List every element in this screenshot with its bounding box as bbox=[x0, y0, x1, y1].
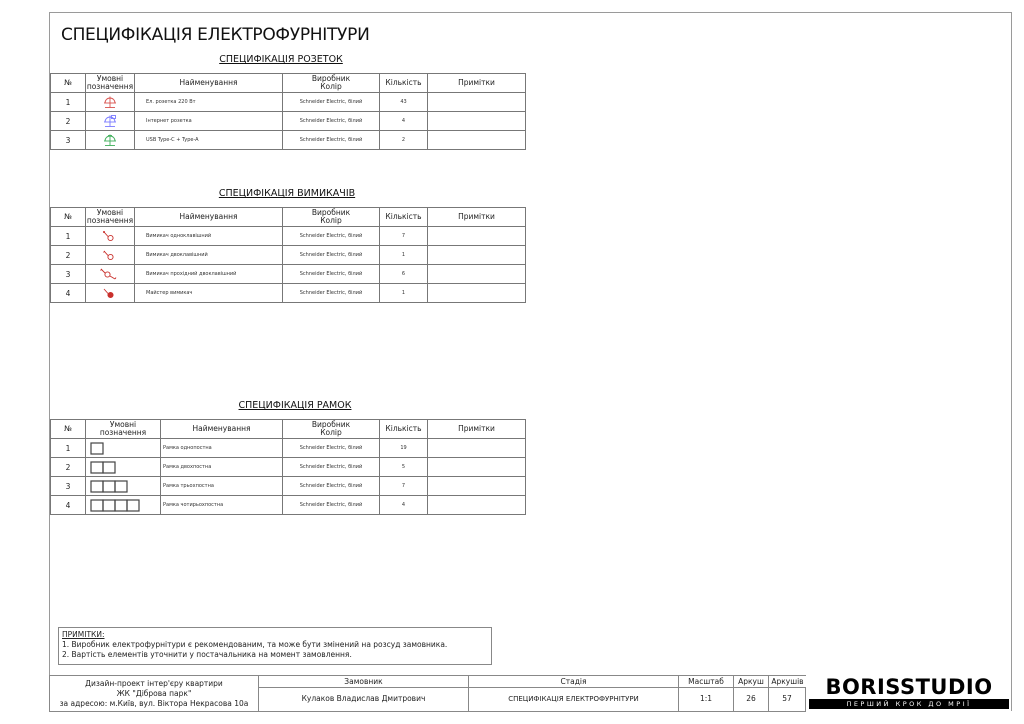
table-header-row bbox=[51, 420, 526, 439]
col-num: № bbox=[51, 74, 86, 93]
table-row: 4 Майстер вимикач Schneider Electric, білий 1 bbox=[51, 284, 526, 303]
sockets-section-title: СПЕЦИФІКАЦІЯ РОЗЕТОК bbox=[219, 54, 343, 65]
col-maker: Виробник Колір bbox=[283, 208, 380, 227]
note-item: 2. Вартість елементів уточнити у постачальника на момент замовлення. bbox=[62, 650, 352, 659]
table-row: 2 Рамка двохпостна Schneider Electric, білий 5 bbox=[51, 458, 526, 477]
stage-value: СПЕЦИФІКАЦІЯ ЕЛЕКТРОФУРНІТУРИ bbox=[468, 688, 678, 712]
logo-name: BORISSTUDIO bbox=[825, 675, 993, 699]
master-switch-icon bbox=[102, 287, 118, 299]
client-value: Кулаков Владислав Дмитрович bbox=[258, 688, 468, 712]
notes-title: ПРИМІТКИ: bbox=[62, 630, 105, 639]
power-socket-icon bbox=[102, 96, 118, 108]
table-header-row bbox=[51, 208, 526, 227]
col-name: Найменування bbox=[135, 208, 283, 227]
frame-1-gang-icon bbox=[90, 442, 104, 455]
pass-through-switch-icon bbox=[99, 267, 121, 281]
sheet-value: 26 bbox=[733, 688, 768, 712]
page-title: СПЕЦИФІКАЦІЯ ЕЛЕКТРОФУРНІТУРИ bbox=[61, 25, 370, 45]
stage-label: Стадія bbox=[468, 676, 678, 688]
col-notes: Примітки bbox=[428, 74, 526, 93]
notes-box bbox=[58, 627, 492, 665]
usb-socket-icon bbox=[102, 134, 118, 146]
table-row: 2 Вимикач двоклавішний Schneider Electric, білий 1 bbox=[51, 246, 526, 265]
client-label: Замовник bbox=[258, 676, 468, 688]
col-num: № bbox=[51, 208, 86, 227]
col-symbol: Умовні позначення bbox=[86, 208, 134, 225]
single-switch-icon bbox=[102, 230, 118, 242]
table-header-row bbox=[51, 74, 526, 93]
col-maker: Виробник Колір bbox=[283, 74, 380, 93]
sheets-label: Аркушів bbox=[768, 676, 806, 688]
sheets-value: 57 bbox=[768, 688, 806, 712]
col-symbol: Умовні позначення bbox=[86, 420, 161, 439]
switches-section-title: СПЕЦИФІКАЦІЯ ВИМИКАЧІВ bbox=[218, 188, 356, 199]
table-row: 4 Рамка чотирьохпостна Schneider Electric, білий 4 bbox=[51, 496, 526, 515]
col-notes: Примітки bbox=[428, 208, 526, 227]
title-block bbox=[49, 675, 806, 711]
sockets-table bbox=[50, 73, 526, 150]
col-maker: Виробник Колір bbox=[283, 420, 380, 439]
logo-tagline: ПЕРШИЙ КРОК ДО МРІЇ bbox=[809, 699, 1009, 709]
studio-logo bbox=[806, 675, 1012, 711]
sheet-label: Аркуш bbox=[733, 676, 768, 688]
note-item: 1. Виробник електрофурнітури є рекомендованим, та може бути змінений на розсуд замовника. bbox=[62, 640, 448, 649]
col-qty: Кількість bbox=[380, 74, 428, 93]
frame-3-gang-icon bbox=[90, 480, 128, 493]
scale-value: 1:1 bbox=[678, 688, 733, 712]
col-qty: Кількість bbox=[380, 208, 428, 227]
table-row: 2 Інтернет розетка Schneider Electric, білий 4 bbox=[51, 112, 526, 131]
switches-table bbox=[50, 207, 526, 303]
col-name: Найменування bbox=[135, 74, 283, 93]
internet-socket-icon bbox=[102, 115, 118, 127]
col-symbol: Умовні позначення bbox=[86, 74, 134, 91]
col-num: № bbox=[51, 420, 86, 439]
table-row: 3 Рамка трьохпостна Schneider Electric, білий 7 bbox=[51, 477, 526, 496]
table-row: 1 Вимикач одноклавішний Schneider Electric, білий 7 bbox=[51, 227, 526, 246]
frame-4-gang-icon bbox=[90, 499, 140, 512]
scale-label: Масштаб bbox=[678, 676, 733, 688]
frame-2-gang-icon bbox=[90, 461, 116, 474]
col-name: Найменування bbox=[161, 420, 283, 439]
table-row: 1 Ел. розетка 220 Вт Schneider Electric, білий 43 bbox=[51, 93, 526, 112]
col-qty: Кількість bbox=[380, 420, 428, 439]
table-row: 1 Рамка однопостна Schneider Electric, білий 19 bbox=[51, 439, 526, 458]
table-row: 3 Вимикач прохідний двоклавішний Schneider Electric, білий 6 bbox=[51, 265, 526, 284]
frames-table bbox=[50, 419, 526, 515]
double-switch-icon bbox=[102, 249, 118, 261]
col-notes: Примітки bbox=[428, 420, 526, 439]
frames-section-title: СПЕЦИФІКАЦІЯ РАМОК bbox=[238, 400, 352, 411]
table-row: 3 USB Type-C + Type-A Schneider Electric, білий 2 bbox=[51, 131, 526, 150]
project-info: Дизайн-проект інтер'єру квартири ЖК "Діброва парк" за адресою: м.Київ, вул. Віктора Некрасова 10а bbox=[49, 676, 258, 712]
